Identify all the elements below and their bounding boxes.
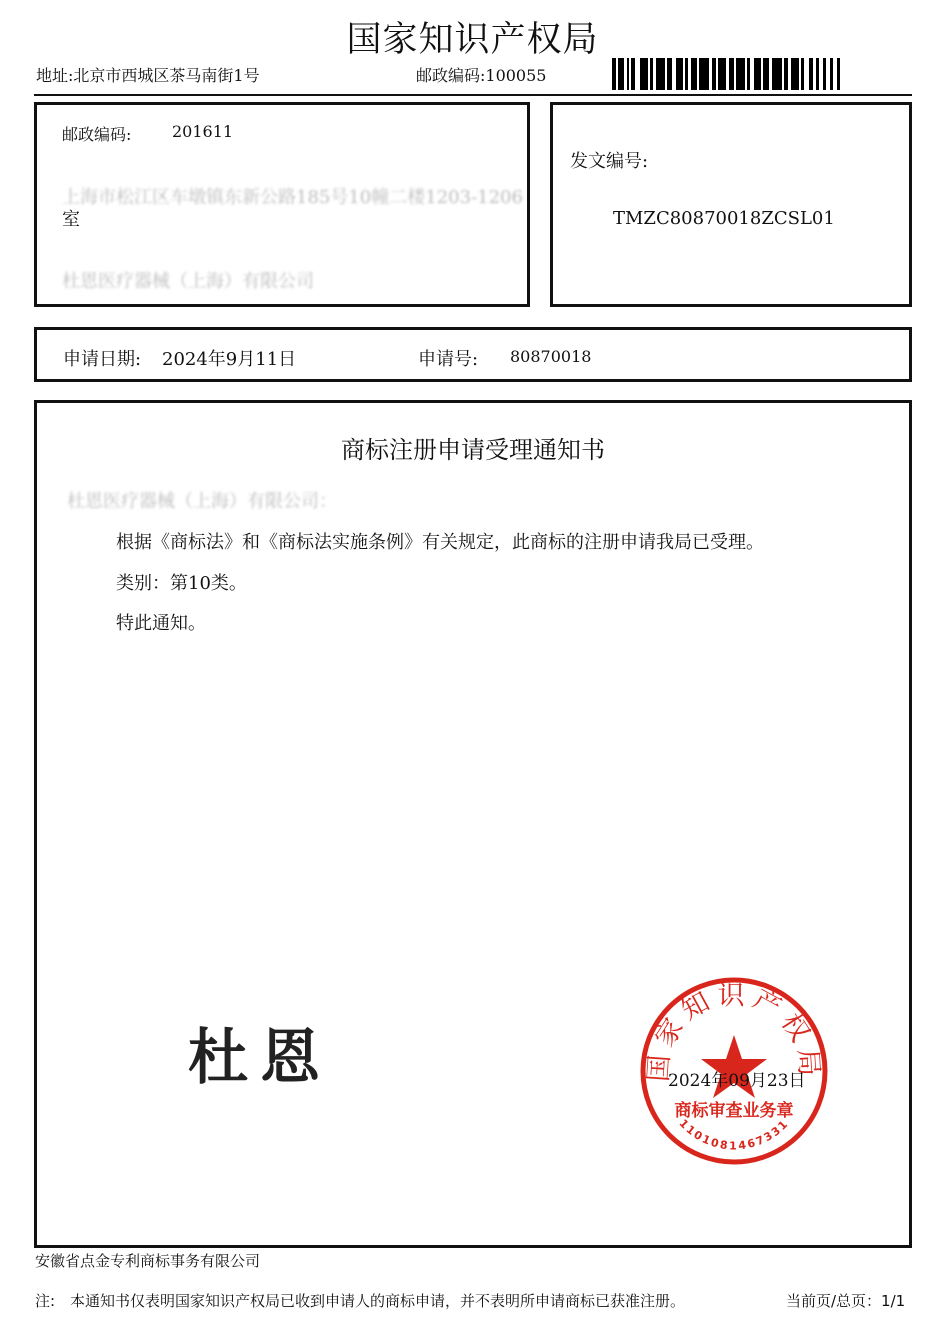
page-title: 国家知识产权局 (346, 20, 599, 60)
recipient-box (34, 102, 530, 307)
office-address: 地址:北京市西城区茶马南街1号 (36, 66, 260, 85)
notice-class: 类别：第10类。 (116, 573, 247, 594)
trademark-text: 杜恩 (188, 1023, 332, 1093)
header-rule (34, 94, 912, 96)
recipient-postcode-value: 201611 (172, 122, 234, 141)
barcode (612, 58, 905, 90)
notice-title: 商标注册申请受理通知书 (341, 436, 605, 464)
application-number-value: 80870018 (510, 347, 592, 366)
page-indicator: 当前页/总页：1/1 (786, 1292, 906, 1310)
recipient-company: 杜恩医疗器械（上海）有限公司 (62, 271, 314, 292)
document-number-box (550, 102, 912, 307)
application-number-label: 申请号: (418, 349, 479, 370)
agency-name: 安徽省点金专利商标事务有限公司 (35, 1252, 261, 1270)
notice-body: 根据《商标法》和《商标法实施条例》有关规定，此商标的注册申请我局已受理。 (116, 532, 764, 553)
notice-date: 2024年09月23日 (668, 1071, 806, 1091)
notice-addressee: 杜恩医疗器械（上海）有限公司： (67, 491, 337, 512)
document-number-value: TMZC80870018ZCSL01 (613, 208, 835, 229)
recipient-postcode-label: 邮政编码: (62, 125, 132, 144)
application-date-value: 2024年9月11日 (162, 349, 297, 370)
recipient-address-line1: 上海市松江区车墩镇东新公路185号10幢二楼1203-1206 (62, 187, 523, 208)
seal-number: 1101081467331 (676, 1116, 792, 1153)
seal-bottom-text: 商标审查业务章 (674, 1101, 794, 1121)
notice-closing: 特此通知。 (116, 613, 206, 634)
document-number-label: 发文编号: (570, 151, 649, 172)
seal-top-text: 国家知识产权局 (643, 980, 825, 1083)
recipient-address-line2: 室 (62, 209, 80, 230)
footer-note: 注: 本通知书仅表明国家知识产权局已收到申请人的商标申请，并不表明所申请商标已获准注册。 (35, 1292, 686, 1310)
application-date-label: 申请日期: (63, 349, 142, 370)
office-postcode: 邮政编码:100055 (416, 66, 547, 85)
application-info-box (34, 327, 912, 382)
